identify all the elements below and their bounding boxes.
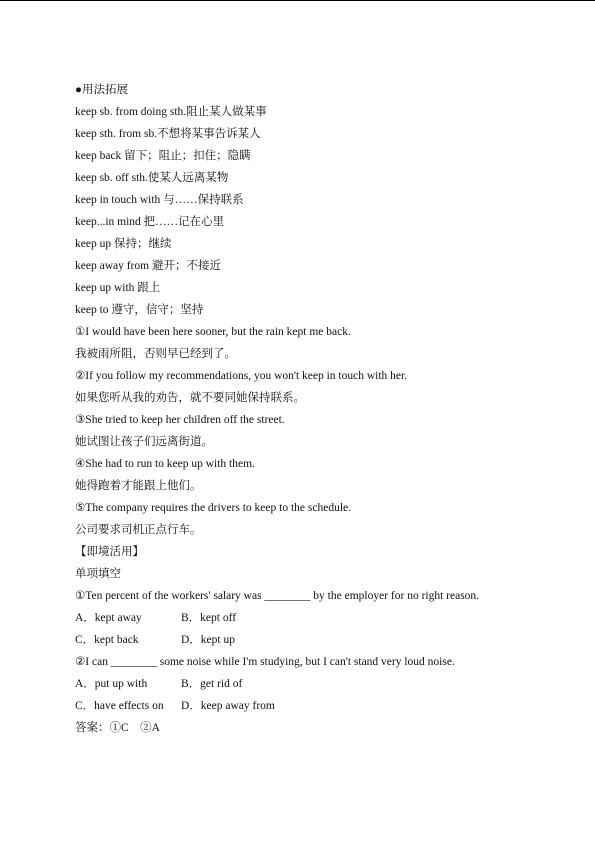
phrase-item: keep sb. off sth.使某人远离某物 [75,172,229,184]
phrase-item: keep back 留下；阻止；扣住；隐瞒 [75,150,251,162]
phrase-list [75,101,535,321]
option-a: A．kept away [75,612,142,624]
phrase-item: keep...in mind 把……记在心里 [75,216,225,228]
usage-heading: ●用法拓展 [75,84,128,96]
question-2 [75,651,535,717]
example-chinese: 我被雨所阻，否则早已经到了。 [75,348,236,360]
phrase-item: keep to 遵守，信守；坚持 [75,304,204,316]
document-body [75,79,535,739]
question-1 [75,585,535,651]
phrase-item: keep sth. from sb.不想将某事告诉某人 [75,128,261,140]
option-row [75,607,535,629]
option-d: D．keep away from [181,700,275,712]
option-row [75,673,535,695]
option-b: B．get rid of [181,678,243,690]
option-c: C．kept back [75,634,139,646]
practice-subheading: 单项填空 [75,568,121,580]
example-english: ④She had to run to keep up with them. [75,458,255,470]
question-stem: ②I can ________ some noise while I'm studying, but I can't stand very loud noise. [75,656,455,668]
example-chinese: 公司要求司机正点行车。 [75,524,202,536]
option-b: B．kept off [181,612,237,624]
example-list [75,321,535,541]
question-stem: ①Ten percent of the workers' salary was ________ by the employer for no right reason. [75,590,480,602]
answer-key: 答案：①C ②A [75,722,160,734]
option-row [75,629,535,651]
phrase-item: keep in touch with 与……保持联系 [75,194,244,206]
practice-heading: 【即境活用】 [75,546,144,558]
example-english: ①I would have been here sooner, but the rain kept me back. [75,326,351,338]
phrase-item: keep up 保持；继续 [75,238,172,250]
example-english: ②If you follow my recommendations, you won't keep in touch with her. [75,370,408,382]
option-a: A．put up with [75,678,148,690]
option-row [75,695,535,717]
option-c: C．have effects on [75,700,164,712]
option-d: D．kept up [181,634,235,646]
phrase-item: keep up with 跟上 [75,282,161,294]
example-english: ⑤The company requires the drivers to keep to the schedule. [75,502,351,514]
top-border-line [0,0,595,1]
phrase-item: keep sb. from doing sth.阻止某人做某事 [75,106,267,118]
example-chinese: 如果您听从我的劝告，就不要同她保持联系。 [75,392,305,404]
example-chinese: 她试图让孩子们远离街道。 [75,436,213,448]
example-chinese: 她得跑着才能跟上他们。 [75,480,202,492]
phrase-item: keep away from 避开；不接近 [75,260,221,272]
example-english: ③She tried to keep her children off the street. [75,414,285,426]
